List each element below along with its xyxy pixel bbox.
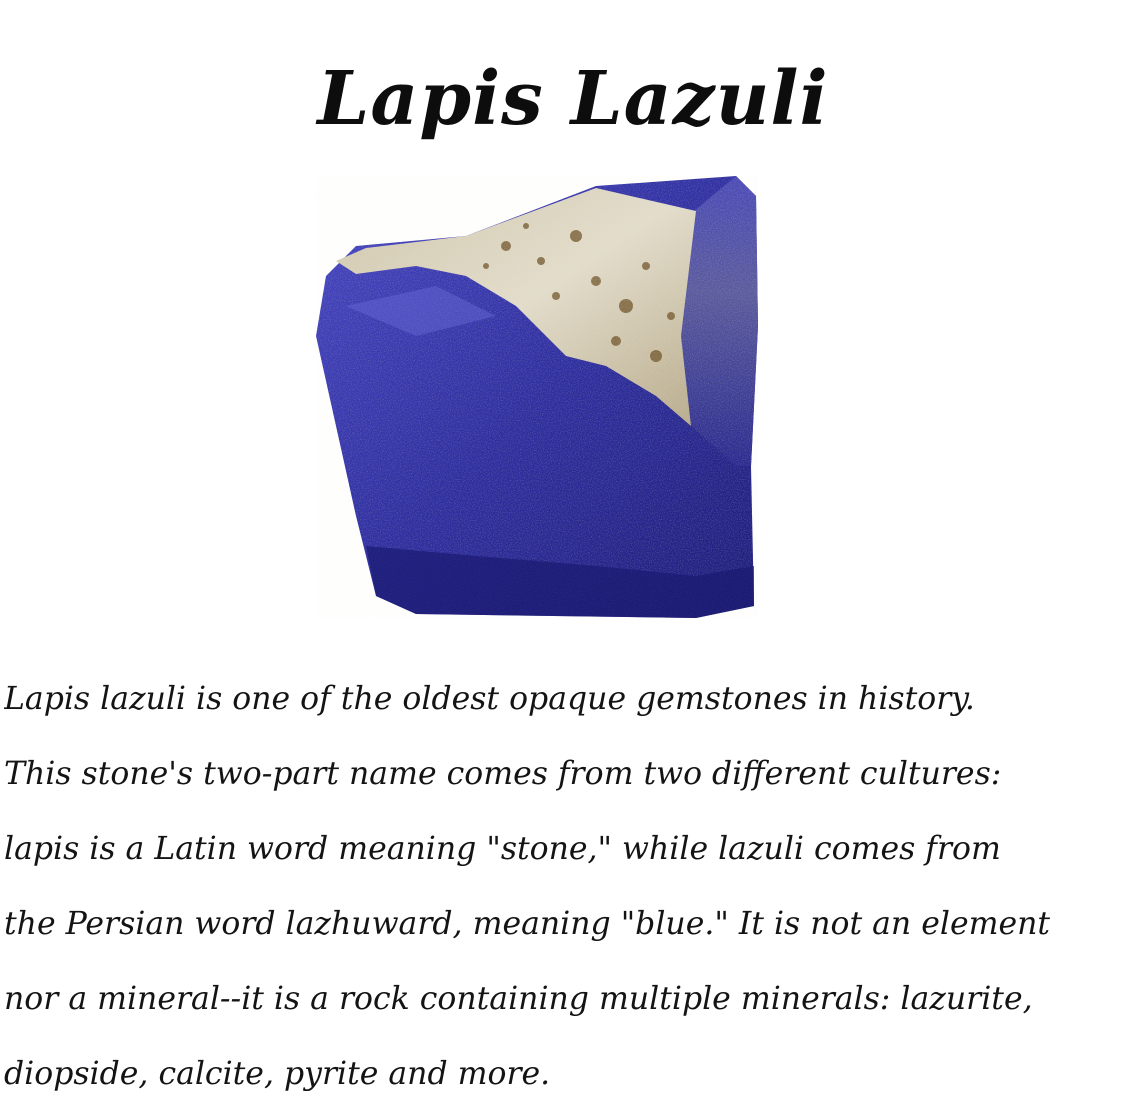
description-line: This stone's two-part name comes from two different cultures: <box>4 756 1002 792</box>
lapis-lazuli-stone-image <box>296 166 766 626</box>
stone-illustration <box>296 166 766 626</box>
description-line: nor a mineral--it is a rock containing multiple minerals: lazurite, <box>4 981 1033 1017</box>
description-text <box>4 662 1144 1112</box>
description-line: the Persian word lazhuward, meaning "blue." It is not an element <box>4 906 1051 942</box>
page-title: Lapis Lazuli <box>317 55 829 142</box>
description-line: lapis is a Latin word meaning "stone," while lazuli comes from <box>4 831 1001 867</box>
description-line: Lapis lazuli is one of the oldest opaque gemstones in history. <box>4 681 975 717</box>
description-line: diopside, calcite, pyrite and more. <box>4 1056 551 1092</box>
